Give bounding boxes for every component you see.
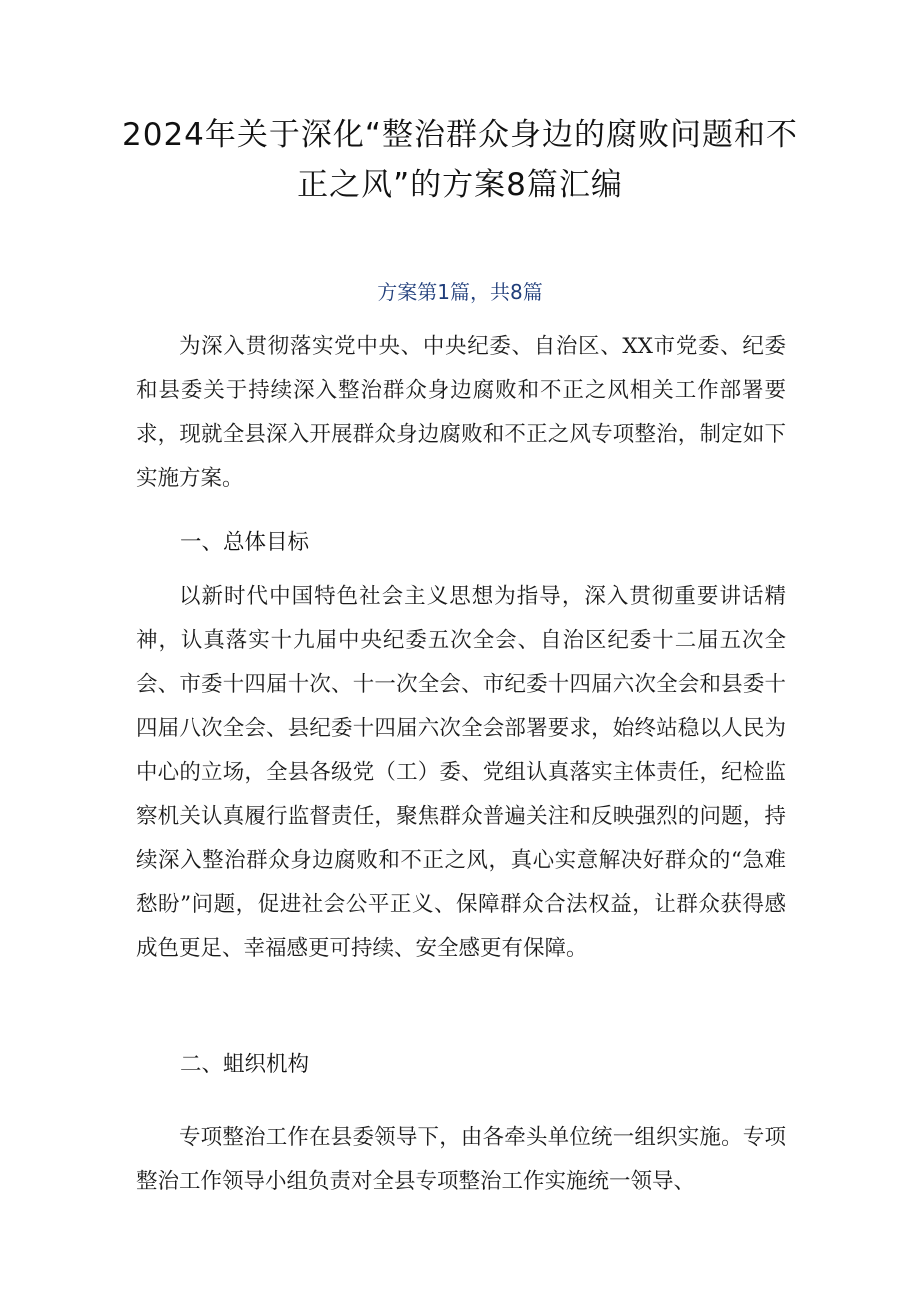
section-paragraph-organization: 专项整治工作在县委领导下，由各牵头单位统一组织实施。专项整治工作领导小组负责对全县专项整治工作实施统一领导、 xyxy=(136,1125,786,1194)
section-heading-organization: 二、蛆织机构 xyxy=(180,1052,310,1077)
document-subtitle: 方案第1篇，共8篇 xyxy=(377,280,543,304)
section-heading-overall-goal: 一、总体目标 xyxy=(180,530,310,555)
intro-paragraph: 为深入贯彻落实党中央、中央纪委、自治区、XX市党委、纪委和县委关于持续深入整治群众身边腐败和不正之风相关工作部署要求，现就全县深入开展群众身边腐败和不正之风专项整治，制定如下实施方案。 xyxy=(136,334,786,491)
section-paragraph-overall-goal: 以新时代中国特色社会主义思想为指导，深入贯彻重要讲话精神，认真落实十九届中央纪委五次全会、自治区纪委十二届五次全会、市委十四届十次、十一次全会、市纪委十四届六次全会和县委十四届八次全会、县纪委十四届六次全会部署要求，始终站稳以人民为中心的立场，全县各级党（工）委、党组认真落实主体责任，纪检监察机关认真履行监督责任，聚焦群众普遍关注和反映强烈的问题，持续深入整治群众身边腐败和不正之风，真心实意解决好群众的“急难愁盼”问题，促进社会公平正义、保障群众合法权益，让群众获得感成色更足、幸福感更可持续、安全感更有保障。 xyxy=(136,584,786,961)
document-title: 2024年关于深化“整治群众身边的腐败问题和不正之风”的方案8篇汇编 xyxy=(122,117,798,203)
